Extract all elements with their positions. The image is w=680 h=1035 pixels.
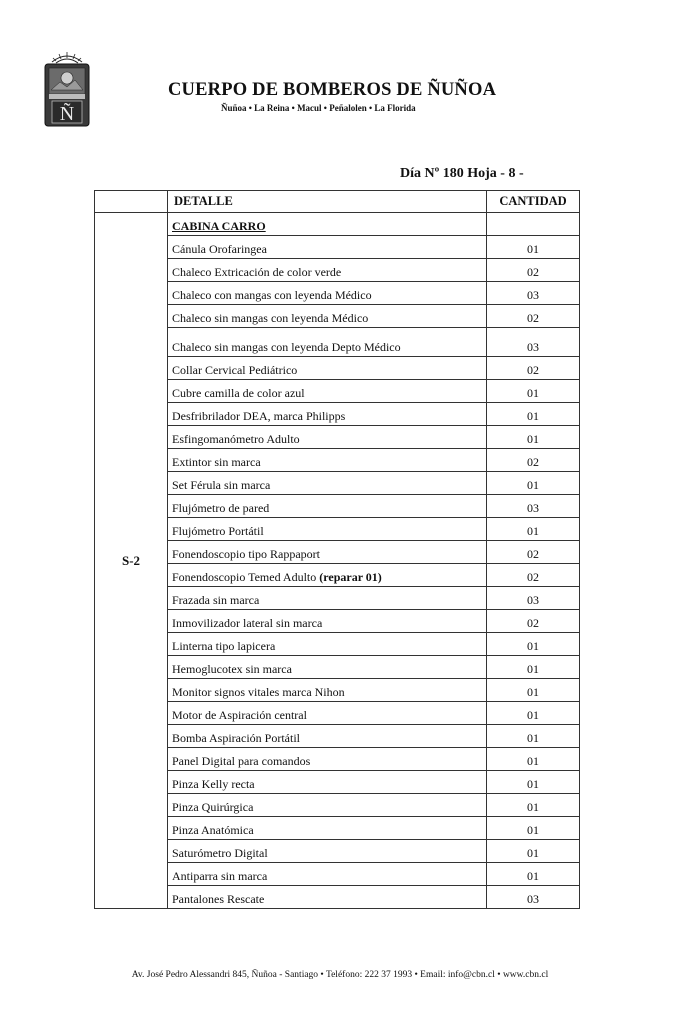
table-row (95, 679, 580, 702)
table-row (95, 771, 580, 794)
item-note: (reparar 01) (319, 570, 382, 584)
item-cantidad: 02 (487, 610, 580, 633)
item-cantidad: 01 (487, 679, 580, 702)
table-row (95, 380, 580, 403)
item-detalle-text: Collar Cervical Pediátrico (172, 363, 298, 377)
item-detalle-text: Pinza Anatómica (172, 823, 254, 837)
item-cantidad: 01 (487, 817, 580, 840)
item-cantidad: 02 (487, 357, 580, 380)
table-row (95, 656, 580, 679)
item-detalle (168, 840, 487, 863)
item-detalle (168, 679, 487, 702)
item-detalle-text: Flujómetro Portátil (172, 524, 264, 538)
item-detalle-text: Pantalones Rescate (172, 892, 265, 906)
item-detalle (168, 748, 487, 771)
item-cantidad: 01 (487, 748, 580, 771)
item-detalle (168, 771, 487, 794)
item-detalle-text: Esfingomanómetro Adulto (172, 432, 300, 446)
org-title: CUERPO DE BOMBEROS DE ÑUÑOA (168, 80, 497, 100)
item-detalle (168, 236, 487, 259)
item-detalle-text: Motor de Aspiración central (172, 708, 307, 722)
item-cantidad: 01 (487, 633, 580, 656)
item-cantidad: 01 (487, 725, 580, 748)
table-row (95, 495, 580, 518)
item-cantidad: 01 (487, 472, 580, 495)
table-row (95, 449, 580, 472)
item-cantidad: 02 (487, 541, 580, 564)
table-header-row (95, 191, 580, 213)
item-detalle (168, 380, 487, 403)
item-cantidad: 03 (487, 587, 580, 610)
item-detalle-text: Antiparra sin marca (172, 869, 268, 883)
header-blank-cell (95, 191, 168, 213)
item-cantidad: 01 (487, 656, 580, 679)
table-row (95, 518, 580, 541)
item-detalle (168, 610, 487, 633)
item-detalle (168, 328, 487, 357)
item-detalle (168, 472, 487, 495)
inventory-table (94, 190, 580, 909)
item-detalle-text: Chaleco Extricación de color verde (172, 265, 342, 279)
item-detalle-text: Linterna tipo lapicera (172, 639, 276, 653)
table-row (95, 282, 580, 305)
item-detalle (168, 357, 487, 380)
item-detalle-text: Chaleco sin mangas con leyenda Depto Médico (172, 340, 401, 354)
item-detalle-text: Saturómetro Digital (172, 846, 268, 860)
item-cantidad: 02 (487, 564, 580, 587)
item-detalle (168, 426, 487, 449)
item-detalle-text: Fonendoscopio tipo Rappaport (172, 547, 320, 561)
item-detalle-text: Frazada sin marca (172, 593, 260, 607)
table-row (95, 403, 580, 426)
table-row (95, 725, 580, 748)
item-detalle (168, 564, 487, 587)
table-row (95, 840, 580, 863)
item-detalle-text: Chaleco sin mangas con leyenda Médico (172, 311, 369, 325)
item-cantidad: 03 (487, 328, 580, 357)
table-row (95, 794, 580, 817)
item-cantidad: 01 (487, 236, 580, 259)
item-detalle-text: Inmovilizador lateral sin marca (172, 616, 323, 630)
logo-letter: Ñ (59, 103, 75, 125)
item-cantidad: 02 (487, 305, 580, 328)
table-row (95, 357, 580, 380)
table-row (95, 541, 580, 564)
item-detalle-text: Cubre camilla de color azul (172, 386, 305, 400)
item-detalle (168, 518, 487, 541)
item-detalle (168, 794, 487, 817)
item-detalle-text: Hemoglucotex sin marca (172, 662, 292, 676)
section-qty-blank (487, 213, 580, 236)
item-cantidad: 02 (487, 449, 580, 472)
item-cantidad: 01 (487, 380, 580, 403)
table-row (95, 259, 580, 282)
table-row (95, 863, 580, 886)
firefighters-crest-icon (42, 50, 92, 130)
item-detalle (168, 886, 487, 909)
item-detalle (168, 305, 487, 328)
table-row (95, 886, 580, 909)
item-cantidad: 01 (487, 771, 580, 794)
item-cantidad: 01 (487, 863, 580, 886)
page-reference: Día Nº 180 Hoja - 8 - (400, 166, 524, 181)
table-row (95, 610, 580, 633)
item-detalle (168, 449, 487, 472)
item-cantidad: 03 (487, 282, 580, 305)
item-detalle-text: Fonendoscopio Temed Adulto (172, 570, 317, 584)
item-cantidad: 01 (487, 840, 580, 863)
item-detalle (168, 282, 487, 305)
item-cantidad: 02 (487, 259, 580, 282)
item-detalle-text: Monitor signos vitales marca Nihon (172, 685, 345, 699)
item-cantidad: 01 (487, 518, 580, 541)
item-detalle-text: Chaleco con mangas con leyenda Médico (172, 288, 372, 302)
item-detalle-text: Bomba Aspiración Portátil (172, 731, 300, 745)
item-detalle-text: Pinza Quirúrgica (172, 800, 254, 814)
item-detalle (168, 725, 487, 748)
item-detalle-text: Cánula Orofaringea (172, 242, 267, 256)
page-footer: Av. José Pedro Alessandri 845, Ñuñoa - Santiago • Teléfono: 222 37 1993 • Email: info@cbn.cl • www.cbn.cl (131, 970, 549, 980)
section-row (95, 213, 580, 236)
item-detalle-text: Desfribrilador DEA, marca Philipps (172, 409, 346, 423)
item-detalle (168, 633, 487, 656)
table-row (95, 236, 580, 259)
table-row (95, 702, 580, 725)
item-detalle (168, 403, 487, 426)
item-cantidad: 01 (487, 426, 580, 449)
table-row (95, 633, 580, 656)
table-row (95, 817, 580, 840)
item-detalle (168, 259, 487, 282)
column-header-cantidad: CANTIDAD (487, 191, 580, 213)
unit-code-cell: S-2 (95, 213, 168, 909)
item-cantidad: 03 (487, 886, 580, 909)
item-detalle-text: Pinza Kelly recta (172, 777, 255, 791)
column-header-detalle: DETALLE (168, 191, 487, 213)
item-detalle (168, 656, 487, 679)
table-row (95, 564, 580, 587)
table-row (95, 328, 580, 357)
item-cantidad: 01 (487, 702, 580, 725)
item-detalle (168, 817, 487, 840)
section-title: CABINA CARRO (168, 213, 487, 236)
table-row (95, 305, 580, 328)
table-row (95, 426, 580, 449)
table-row (95, 748, 580, 771)
item-cantidad: 01 (487, 403, 580, 426)
item-detalle-text: Panel Digital para comandos (172, 754, 311, 768)
table-row (95, 472, 580, 495)
item-detalle (168, 702, 487, 725)
item-detalle (168, 587, 487, 610)
item-detalle-text: Set Férula sin marca (172, 478, 271, 492)
item-detalle (168, 541, 487, 564)
item-detalle (168, 863, 487, 886)
item-detalle (168, 495, 487, 518)
item-cantidad: 03 (487, 495, 580, 518)
item-cantidad: 01 (487, 794, 580, 817)
table-row (95, 587, 580, 610)
item-detalle-text: Extintor sin marca (172, 455, 261, 469)
item-detalle-text: Flujómetro de pared (172, 501, 270, 515)
org-communes: Ñuñoa • La Reina • Macul • Peñalolen • La Florida (221, 103, 416, 113)
